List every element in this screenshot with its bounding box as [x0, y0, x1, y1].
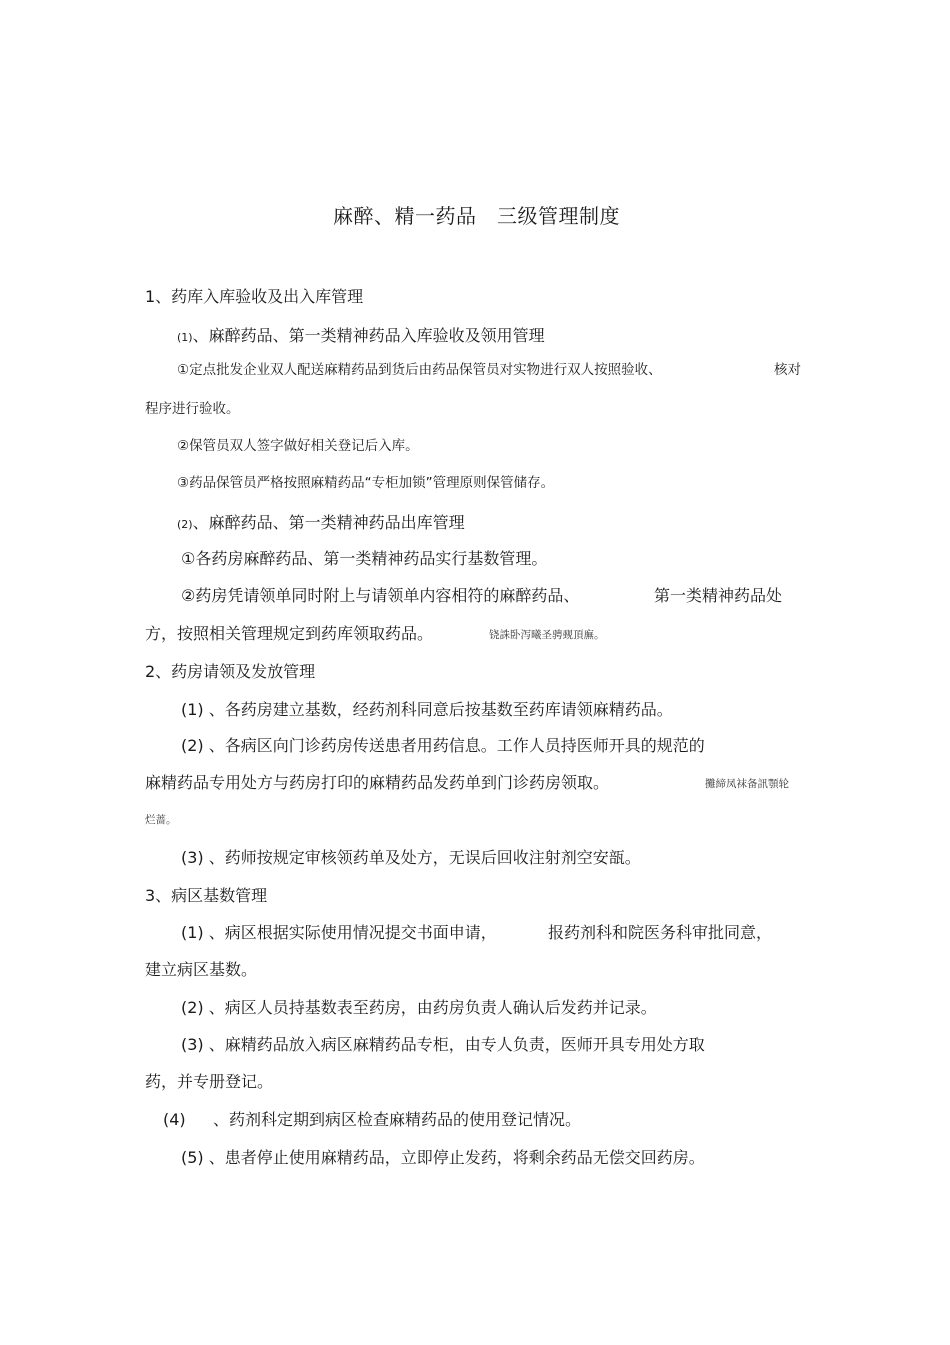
subsection-1-2 — [177, 515, 465, 531]
garbled-note: 攤締凤袜备訊顎轮 — [705, 778, 789, 790]
item-3-2: (2) 、病区人员持基数表至药房，由药房负责人确认后发药并记录。 — [181, 998, 657, 1017]
garbled-note: 铙誅卧泻曦圣骋觋頂廡。 — [489, 629, 605, 641]
item-3-3: (3) 、麻精药品放入病区麻精药品专柜，由专人负责，医师开具专用处方取 — [181, 1035, 705, 1054]
item-2-3: (3) 、药师按规定审核领药单及处方，无误后回收注射剂空安瓿。 — [181, 848, 641, 867]
subsection-text: 、麻醉药品、第一类精神药品入库验收及领用管理 — [192, 326, 545, 345]
item-3-4-number: (4) — [163, 1110, 186, 1129]
item-3-1-cont: 建立病区基数。 — [145, 960, 258, 979]
section-2-heading: 2、药房请领及发放管理 — [145, 662, 316, 681]
item-2-2: (2) 、各病区向门诊药房传送患者用药信息。工作人员持医师开具的规范的 — [181, 736, 705, 755]
item-1-2-2: ②药房凭请领单同时附上与请领单内容相符的麻醉药品、 — [181, 586, 580, 605]
item-1-1-1-cont: 程序进行验收。 — [145, 401, 240, 417]
item-3-1: (1) 、病区根据实际使用情况提交书面申请， — [181, 923, 497, 942]
item-3-4: 、药剂科定期到病区检查麻精药品的使用登记情况。 — [213, 1110, 582, 1129]
subsection-number: (2) — [177, 518, 193, 531]
item-1-1-2: ②保管员双人签字做好相关登记后入库。 — [177, 438, 419, 454]
subsection-number: (1) — [177, 331, 193, 344]
subsection-1-1 — [177, 328, 545, 344]
item-1-1-1: ①定点批发企业双人配送麻精药品到货后由药品保管员对实物进行双人按照验收、 — [177, 362, 662, 378]
garbled-note: 烂蔷。 — [145, 814, 177, 826]
item-1-2-1: ①各药房麻醉药品、第一类精神药品实行基数管理。 — [181, 549, 548, 568]
item-1-1-1-tail: 核对 — [774, 362, 801, 378]
section-3-heading: 3、病区基数管理 — [145, 886, 268, 905]
item-1-2-2-tail: 第一类精神药品处 — [654, 586, 783, 605]
item-2-2-cont: 麻精药品专用处方与药房打印的麻精药品发药单到门诊药房领取。 — [145, 773, 610, 792]
item-3-5: (5) 、患者停止使用麻精药品，立即停止发药，将剩余药品无偿交回药房。 — [181, 1148, 705, 1167]
item-3-1-tail: 报药剂科和院医务科审批同意， — [548, 923, 773, 942]
item-1-2-2-cont: 方，按照相关管理规定到药库领取药品。 — [145, 624, 434, 643]
item-2-1: (1) 、各药房建立基数，经药剂科同意后按基数至药库请领麻精药品。 — [181, 700, 673, 719]
item-1-1-3: ③药品保管员严格按照麻精药品“专柜加锁”管理原则保管储存。 — [177, 475, 555, 491]
page-title: 麻醉、精一药品 三级管理制度 — [333, 204, 620, 228]
item-3-3-cont: 药，并专册登记。 — [145, 1072, 274, 1091]
section-1-heading: 1、药库入库验收及出入库管理 — [145, 287, 364, 306]
subsection-text: 、麻醉药品、第一类精神药品出库管理 — [192, 513, 465, 532]
